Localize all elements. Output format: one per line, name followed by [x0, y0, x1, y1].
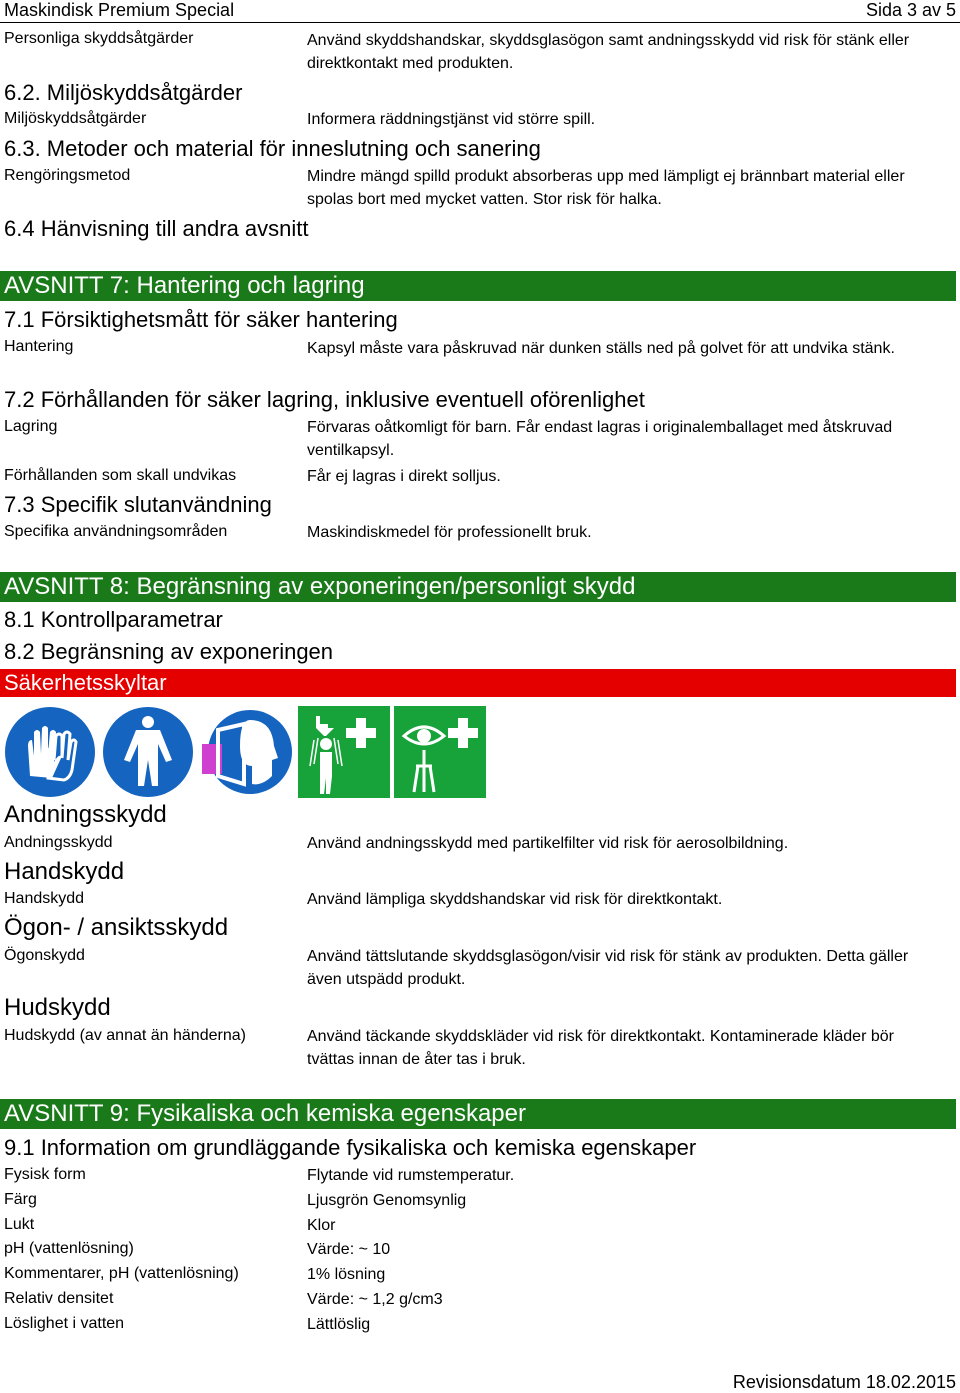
revision-date: Revisionsdatum 18.02.2015 — [732, 1372, 956, 1392]
avoid-conditions-value: Får ej lagras i direkt solljus. — [307, 468, 501, 485]
eyewash-sign-icon — [394, 706, 486, 798]
prop-label: Relativ densitet — [4, 1290, 114, 1307]
section-9-bar: AVSNITT 9: Fysikaliska och kemiska egenskaper — [0, 1099, 956, 1129]
face-shield-sign-icon — [200, 706, 292, 798]
skin-protection-title: Hudskydd — [4, 994, 111, 1021]
hand-protection-label: Handskydd — [4, 890, 85, 907]
cleaning-method-value: Mindre mängd spilld produkt absorberas upp med lämpligt ej brännbart material eller spolas bort med mycket vatten. Stor risk för halka. — [307, 168, 905, 208]
section-7-bar: AVSNITT 7: Hantering och lagring — [0, 271, 956, 301]
prop-value: Flytande vid rumstemperatur. — [307, 1167, 515, 1184]
document-title: Maskindisk Premium Special — [4, 0, 235, 20]
eye-face-title: Ögon- / ansiktsskydd — [4, 914, 229, 941]
prop-value: Ljusgrön Genomsynlig — [307, 1192, 467, 1209]
heading-7-3: 7.3 Specifik slutanvändning — [4, 492, 272, 517]
hand-protection-title: Handskydd — [4, 858, 125, 885]
heading-9-1: 9.1 Information om grundläggande fysikaliska och kemiska egenskaper — [4, 1135, 697, 1160]
heading-6-3: 6.3. Metoder och material för inneslutning och sanering — [4, 136, 541, 161]
prop-label: Löslighet i vatten — [4, 1315, 125, 1332]
hand-protection-value: Använd lämpliga skyddshandskar vid risk för direktkontakt. — [307, 891, 723, 908]
respiratory-value: Använd andningsskydd med partikelfilter vid risk för aerosolbildning. — [307, 835, 789, 852]
respiratory-title: Andningsskydd — [4, 801, 167, 828]
prop-label: Fysisk form — [4, 1166, 86, 1183]
heading-6-2: 6.2. Miljöskyddsåtgärder — [4, 80, 243, 105]
personal-protection-label: Personliga skyddsåtgärder — [4, 30, 194, 47]
cleaning-method-label: Rengöringsmetod — [4, 167, 131, 184]
emergency-shower-sign-icon — [298, 706, 390, 798]
skin-protection-value: Använd täckande skyddskläder vid risk för direktkontakt. Kontaminerade kläder bör tvättas innan de åter tas i bruk. — [307, 1028, 894, 1068]
prop-label: Färg — [4, 1191, 37, 1208]
personal-protection-value: Använd skyddshandskar, skyddsglasögon samt andningsskydd vid risk för stänk eller direktkontakt med produkten. — [307, 32, 910, 72]
handling-value: Kapsyl måste vara påskruvad när dunken ställs ned på golvet för att undvika stänk. — [307, 340, 895, 357]
heading-6-4: 6.4 Hänvisning till andra avsnitt — [4, 216, 309, 241]
heading-7-1: 7.1 Försiktighetsmått för säker hantering — [4, 307, 398, 332]
safety-signs-bar: Säkerhetsskyltar — [0, 669, 956, 697]
heading-7-2: 7.2 Förhållanden för säker lagring, inklusive eventuell oförenlighet — [4, 387, 645, 412]
specific-use-value: Maskindiskmedel för professionellt bruk. — [307, 524, 592, 541]
prop-value: Lättlöslig — [307, 1316, 371, 1333]
eye-protection-value: Använd tättslutande skyddsglasögon/visir vid risk för stänk av produkten. Detta gäller även utspädd produkt. — [307, 948, 909, 988]
env-protection-label: Miljöskyddsåtgärder — [4, 110, 147, 127]
prop-label: pH (vattenlösning) — [4, 1240, 134, 1257]
heading-8-1: 8.1 Kontrollparametrar — [4, 607, 223, 632]
respiratory-label: Andningsskydd — [4, 834, 113, 851]
prop-value: Värde: ~ 10 — [307, 1241, 391, 1258]
prop-value: 1% lösning — [307, 1266, 386, 1283]
skin-protection-label: Hudskydd (av annat än händerna) — [4, 1027, 246, 1044]
prop-label: Lukt — [4, 1216, 35, 1233]
storage-label: Lagring — [4, 418, 58, 435]
storage-value: Förvaras oåtkomligt för barn. Får endast lagras i originalemballaget med åtskruvad ventilkapsyl. — [307, 419, 893, 459]
env-protection-value: Informera räddningstjänst vid större spill. — [307, 111, 596, 128]
handling-label: Hantering — [4, 338, 74, 355]
specific-use-label: Specifika användningsområden — [4, 523, 228, 540]
avoid-conditions-label: Förhållanden som skall undvikas — [4, 467, 237, 484]
prop-value: Värde: ~ 1,2 g/cm3 — [307, 1291, 443, 1308]
prop-value: Klor — [307, 1217, 336, 1234]
gloves-sign-icon — [4, 706, 96, 798]
section-8-bar: AVSNITT 8: Begränsning av exponeringen/personligt skydd — [0, 572, 956, 602]
heading-8-2: 8.2 Begränsning av exponeringen — [4, 639, 334, 664]
page-number: Sida 3 av 5 — [865, 0, 956, 20]
protective-suit-sign-icon — [102, 706, 194, 798]
eye-protection-label: Ögonskydd — [4, 947, 85, 964]
prop-label: Kommentarer, pH (vattenlösning) — [4, 1265, 239, 1282]
